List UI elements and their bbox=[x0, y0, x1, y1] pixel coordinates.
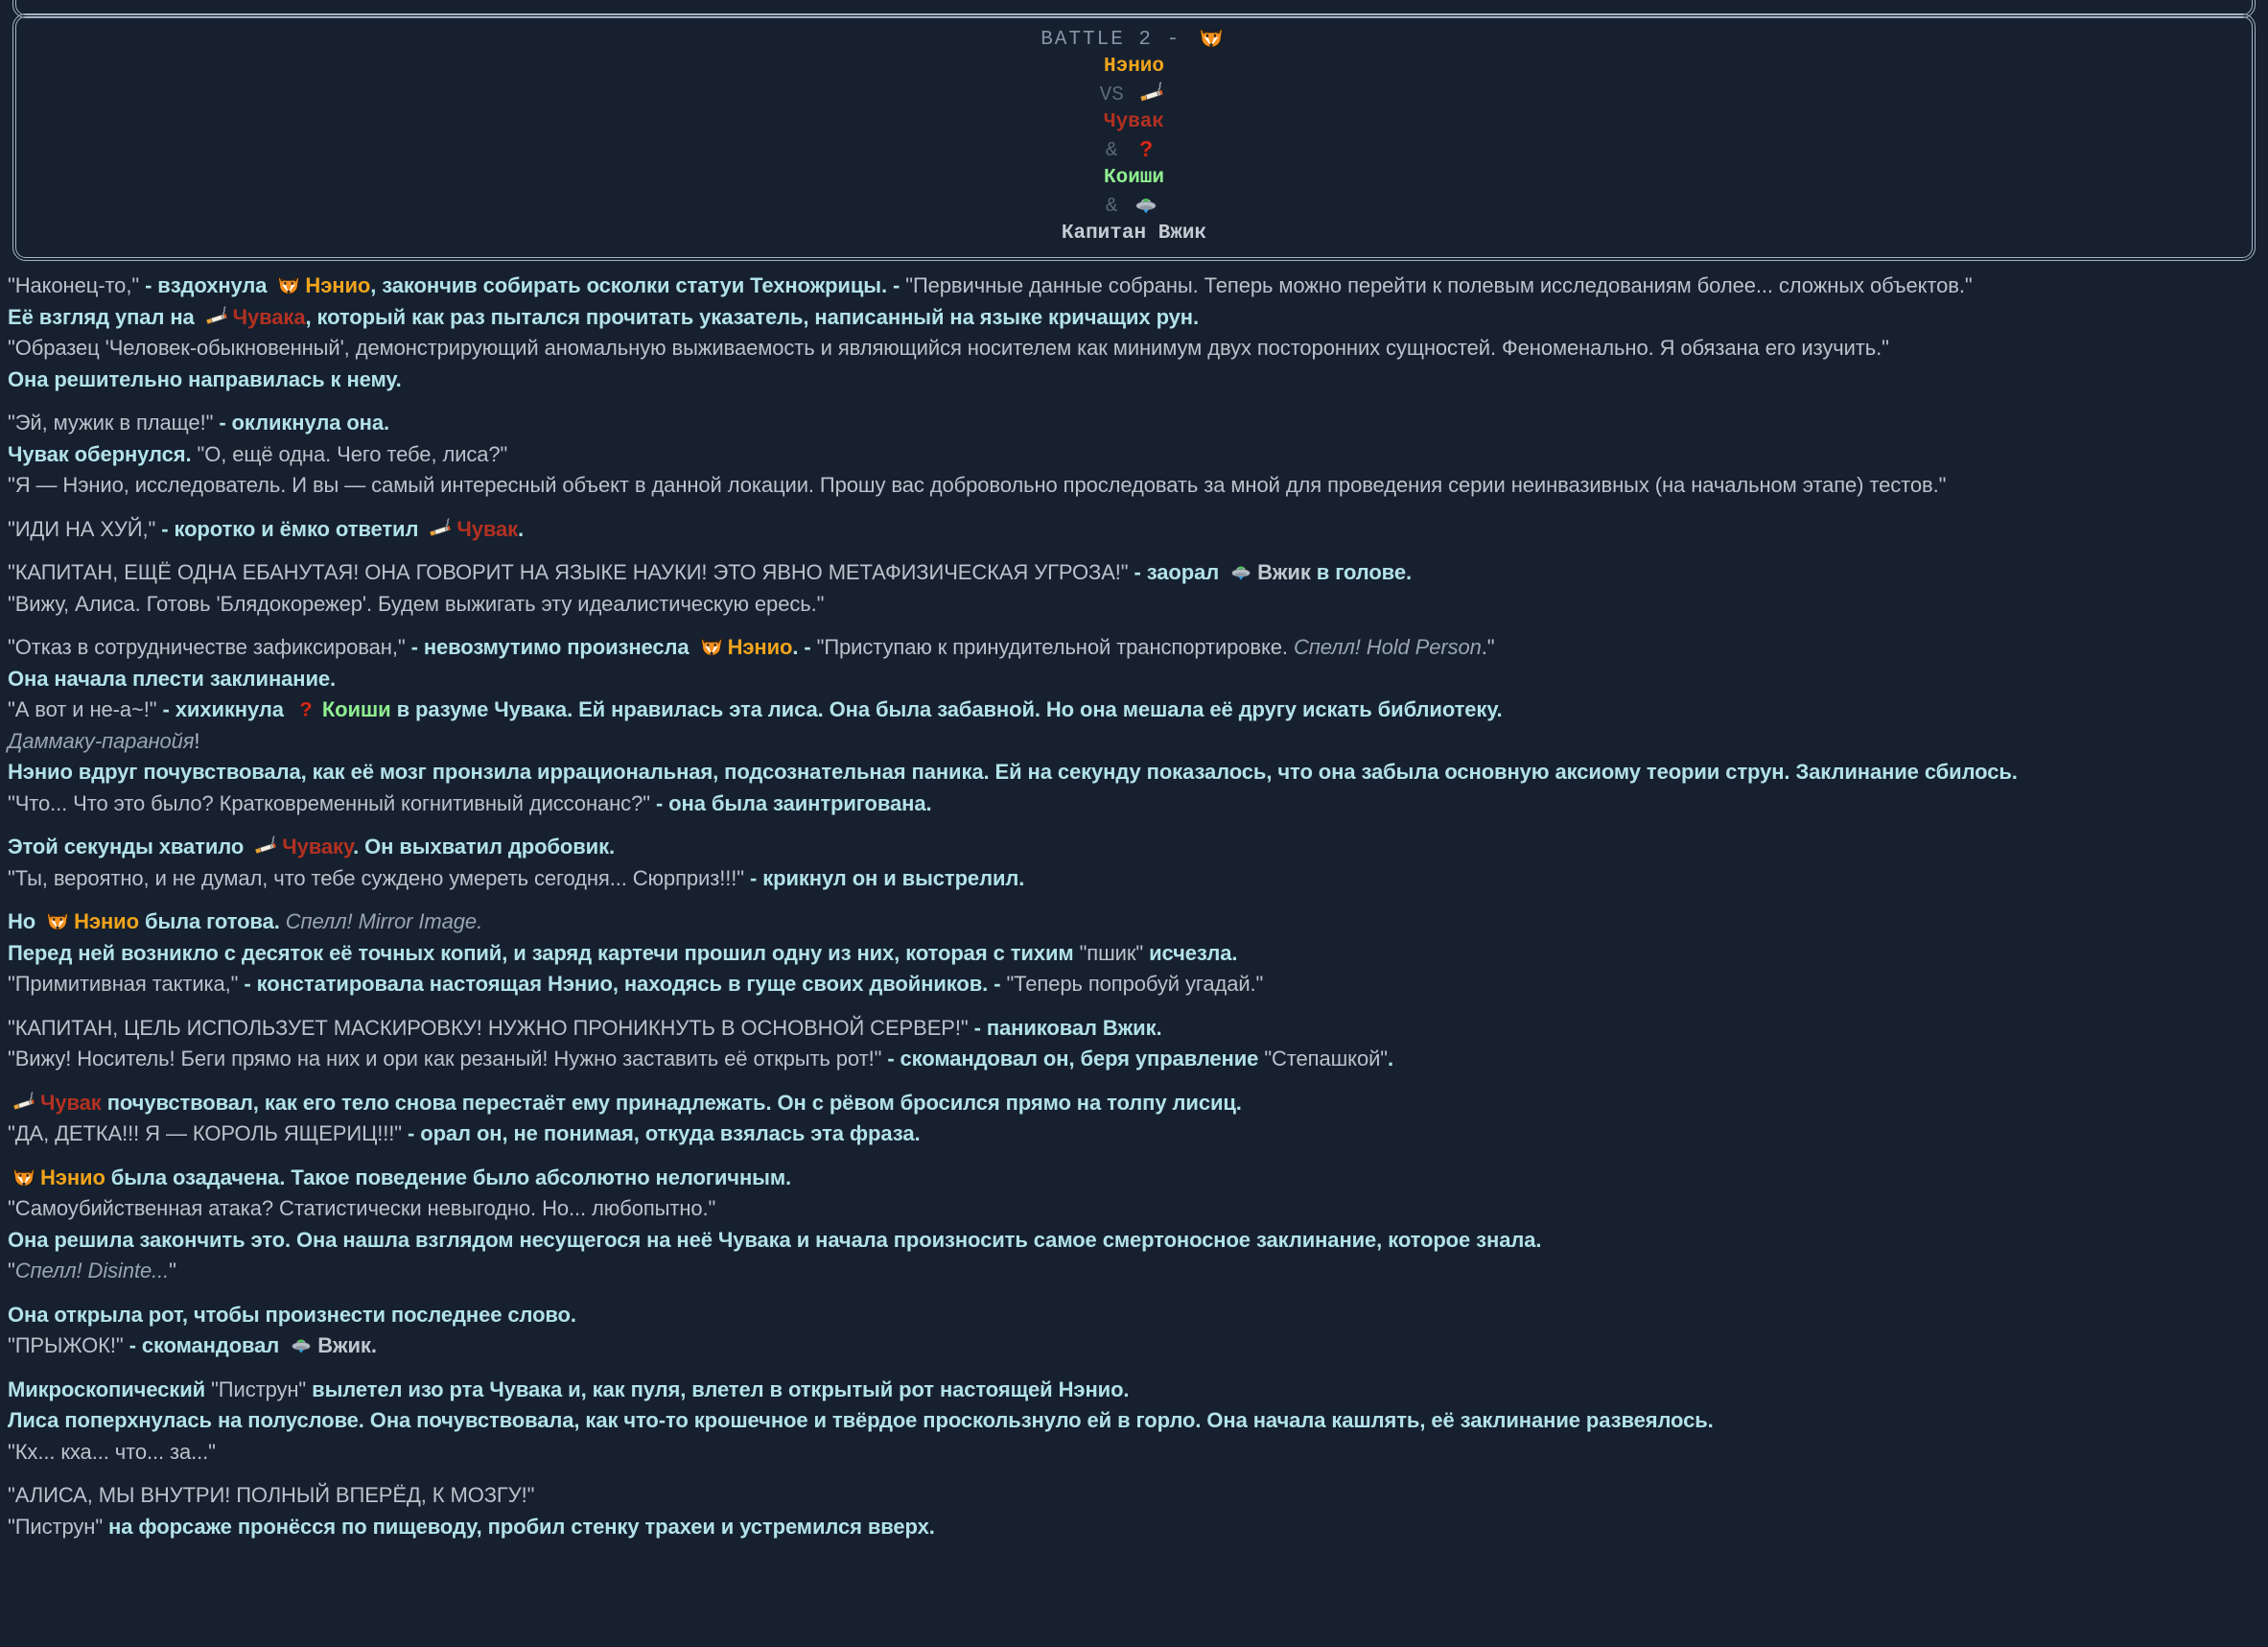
fox-icon bbox=[46, 909, 69, 932]
text-segment: "Самоубийственная атака? Статистически невыгодно. Но... любопытно." bbox=[8, 1196, 716, 1220]
text-segment: исчезла. bbox=[1143, 940, 1238, 965]
story-log bbox=[8, 271, 2258, 1542]
text-segment: Спелл! Mirror Image bbox=[285, 909, 478, 933]
text-line bbox=[8, 271, 2258, 302]
text-segment: . bbox=[1387, 1047, 1393, 1071]
story-paragraph bbox=[8, 408, 2258, 502]
story-paragraph bbox=[8, 557, 2258, 620]
text-line bbox=[8, 365, 2258, 396]
battle-title bbox=[16, 17, 2252, 257]
text-line bbox=[16, 192, 2252, 221]
text-segment: Её взгляд упал на bbox=[8, 304, 200, 329]
text-segment: Спелл! Disinte... bbox=[14, 1259, 170, 1282]
text-segment: "Что... Что это было? Кратковременный когнитивный диссонанс?" bbox=[8, 790, 656, 815]
character-mention-koishi: Коиши bbox=[321, 697, 391, 721]
text-line bbox=[8, 1330, 2258, 1362]
text-segment: , который как раз пытался прочитать указатель, написанный на языке кричащих рун. bbox=[305, 304, 1199, 329]
story-paragraph bbox=[8, 906, 2258, 1000]
text-segment: Даммаку-паранойя bbox=[8, 728, 195, 753]
text-segment: - констатировала настоящая Нэнио, находясь в гуще своих двойников. - bbox=[244, 972, 1007, 996]
text-line bbox=[8, 1300, 2258, 1331]
text-line bbox=[8, 1480, 2258, 1512]
battle-header-box bbox=[12, 13, 2256, 261]
character-mention-nenio: Нэнио bbox=[74, 909, 139, 933]
fox-icon bbox=[1199, 25, 1224, 50]
text-segment: "ДА, ДЕТКА!!! Я — КОРОЛЬ ЯЩЕРИЦ!!!" bbox=[8, 1121, 408, 1145]
cigarette-icon bbox=[12, 1091, 35, 1114]
text-segment: - коротко и ёмко ответил bbox=[161, 516, 425, 541]
character-mention-vzhik: Вжик. bbox=[317, 1333, 377, 1357]
text-segment: BATTLE 2 - bbox=[1040, 29, 1195, 51]
text-segment: Но bbox=[8, 909, 42, 933]
story-paragraph bbox=[8, 1300, 2258, 1362]
text-segment: - скомандовал bbox=[129, 1333, 286, 1357]
text-line bbox=[16, 54, 2252, 81]
ufo-icon bbox=[290, 1333, 313, 1356]
character-mention-vzhik: Вжик bbox=[1257, 560, 1311, 584]
text-line bbox=[16, 109, 2252, 136]
story-paragraph bbox=[8, 1088, 2258, 1150]
text-line bbox=[8, 333, 2258, 365]
character-mention-nenio: Нэнио bbox=[1103, 56, 1164, 78]
text-segment: "Наконец-то," bbox=[8, 273, 146, 297]
text-segment: Она решила закончить это. Она нашла взглядом несущегося на неё Чувака и начала произносить самое смертоносное заклинание, которое знала. bbox=[8, 1227, 1542, 1252]
text-line bbox=[16, 136, 2252, 165]
text-line bbox=[8, 757, 2258, 788]
text-line bbox=[8, 557, 2258, 589]
question-icon bbox=[294, 697, 317, 720]
story-paragraph bbox=[8, 1375, 2258, 1469]
text-segment: - заорал bbox=[1134, 560, 1226, 584]
text-line bbox=[8, 694, 2258, 726]
story-paragraph bbox=[8, 1480, 2258, 1542]
text-line bbox=[8, 969, 2258, 1000]
text-segment: Нэнио вдруг почувствовала, как её мозг пронзила иррациональная, подсознательная паника. Ей на секунду показалось, что она забыла основную аксиому теории струн. Заклинание сбилось. bbox=[8, 760, 2018, 784]
text-segment: . bbox=[477, 909, 483, 933]
cigarette-icon bbox=[1139, 81, 1164, 106]
text-segment: "Отказ в сотрудничестве зафиксирован," bbox=[8, 635, 411, 659]
story-paragraph bbox=[8, 1163, 2258, 1287]
text-segment: "Пиструн" bbox=[211, 1376, 307, 1401]
text-segment: . bbox=[518, 516, 525, 541]
text-segment: - она была заинтригована. bbox=[655, 790, 932, 815]
text-segment: Лиса поперхнулась на полуслове. Она почувствовала, как что-то крошечное и твёрдое проскользнуло ей в горло. Она начала кашлять, её заклинание развеялось. bbox=[8, 1408, 1714, 1432]
character-mention-chuvak: Чуваку bbox=[282, 835, 354, 859]
text-segment: "О, ещё одна. Чего тебе, лиса?" bbox=[197, 441, 508, 466]
text-segment: в голове. bbox=[1310, 560, 1412, 584]
ufo-icon bbox=[1229, 560, 1252, 583]
text-segment: - хихикнула bbox=[162, 697, 290, 721]
text-segment: "Степашкой" bbox=[1264, 1047, 1388, 1071]
text-segment: "ПРЫЖОК!" bbox=[8, 1333, 129, 1357]
text-line bbox=[16, 81, 2252, 109]
text-segment: & bbox=[1105, 140, 1131, 162]
text-segment: "Теперь попробуй угадай." bbox=[1006, 972, 1264, 996]
story-paragraph bbox=[8, 271, 2258, 395]
text-segment: Чувак обернулся. bbox=[8, 441, 198, 466]
character-mention-chuvak: Чувак bbox=[40, 1090, 102, 1115]
text-segment: Спелл! Hold Person bbox=[1293, 635, 1482, 659]
text-line bbox=[8, 664, 2258, 695]
text-segment: - скомандовал он, беря управление bbox=[887, 1047, 1265, 1071]
text-segment: - невозмутимо произнесла bbox=[410, 635, 695, 659]
text-line bbox=[8, 1512, 2258, 1543]
text-segment: - орал он, не понимая, откуда взялась эта фраза. bbox=[408, 1121, 921, 1145]
text-line bbox=[16, 221, 2252, 247]
text-segment: Этой секунды хватило bbox=[8, 835, 250, 859]
text-segment: была готова. bbox=[138, 909, 286, 933]
story-paragraph bbox=[8, 514, 2258, 546]
text-line bbox=[8, 302, 2258, 334]
text-segment: "Ты, вероятно, и не думал, что тебе суждено умереть сегодня... Сюрприз!!!" bbox=[8, 865, 750, 890]
text-segment: ." bbox=[1481, 635, 1495, 659]
text-segment: "КАПИТАН, ЦЕЛЬ ИСПОЛЬЗУЕТ МАСКИРОВКУ! НУЖНО ПРОНИКНУТЬ В ОСНОВНОЙ СЕРВЕР!" bbox=[8, 1015, 974, 1040]
story-paragraph bbox=[8, 832, 2258, 894]
text-segment: - паниковал Вжик. bbox=[973, 1015, 1162, 1040]
text-segment: " bbox=[169, 1259, 176, 1282]
cigarette-icon bbox=[205, 305, 228, 328]
text-segment: ! bbox=[194, 728, 200, 753]
cigarette-icon bbox=[254, 835, 277, 858]
text-segment: "Примитивная тактика," bbox=[8, 972, 245, 996]
text-segment: - вздохнула bbox=[145, 273, 273, 297]
text-segment: "Вижу! Носитель! Беги прямо на них и ори как резаный! Нужно заставить её открыть рот!" bbox=[8, 1047, 888, 1071]
text-line bbox=[8, 1256, 2258, 1287]
text-segment: "пшик" bbox=[1079, 940, 1144, 965]
text-segment: Она начала плести заклинание. bbox=[8, 666, 337, 691]
text-segment: "Я — Нэнио, исследователь. И вы — самый интересный объект в данной локации. Прошу вас добровольно проследовать за мной для проведения серии неинвазивных (на начальном этапе) тестов." bbox=[8, 473, 1947, 497]
text-segment: "ИДИ НА ХУЙ," bbox=[8, 516, 162, 541]
character-mention-nenio: Нэнио bbox=[727, 635, 793, 659]
text-segment: на форсаже пронёсся по пищеводу, пробил стенку трахеи и устремился вверх. bbox=[103, 1514, 935, 1539]
question-icon bbox=[1134, 136, 1158, 161]
text-segment: , закончив собирать осколки статуи Техножрицы. - bbox=[370, 273, 906, 297]
text-segment: Она открыла рот, чтобы произнести последнее слово. bbox=[8, 1302, 576, 1327]
text-segment: . - bbox=[792, 635, 817, 659]
text-segment: вылетел изо рта Чувака и, как пуля, влетел в открытый рот настоящей Нэнио. bbox=[306, 1376, 1130, 1401]
text-segment: "А вот и не-а~!" bbox=[8, 697, 163, 721]
fox-icon bbox=[700, 635, 723, 658]
text-line bbox=[8, 1405, 2258, 1437]
character-mention-nenio: Нэнио bbox=[40, 1165, 105, 1189]
text-line bbox=[8, 1437, 2258, 1469]
text-segment: Микроскопический bbox=[8, 1376, 212, 1401]
text-line bbox=[8, 589, 2258, 621]
text-segment: "Кх... кха... что... за..." bbox=[8, 1439, 216, 1464]
character-mention-chuvak: Чувак bbox=[1103, 111, 1164, 133]
text-line bbox=[8, 408, 2258, 439]
fox-icon bbox=[277, 273, 300, 296]
fox-icon bbox=[12, 1165, 35, 1188]
text-line bbox=[16, 165, 2252, 192]
character-mention-chuvak: Чувака bbox=[232, 304, 306, 329]
text-segment: "Эй, мужик в плаще!" bbox=[8, 411, 220, 435]
text-line bbox=[8, 632, 2258, 664]
text-line bbox=[8, 906, 2258, 938]
text-segment: VS bbox=[1099, 84, 1136, 106]
text-line bbox=[8, 1193, 2258, 1225]
text-line bbox=[8, 1044, 2258, 1075]
ufo-icon bbox=[1134, 192, 1158, 217]
text-line bbox=[8, 1163, 2258, 1194]
text-line bbox=[8, 1118, 2258, 1150]
text-segment: "Первичные данные собраны. Теперь можно перейти к полевым исследованиям более... сложных объектов." bbox=[905, 273, 1973, 297]
text-line bbox=[8, 1375, 2258, 1406]
text-line bbox=[8, 788, 2258, 820]
text-line bbox=[8, 1013, 2258, 1045]
text-segment: "АЛИСА, МЫ ВНУТРИ! ПОЛНЫЙ ВПЕРЁД, К МОЗГУ!" bbox=[8, 1483, 535, 1507]
text-line bbox=[8, 1225, 2258, 1257]
character-mention-koishi: Коиши bbox=[1103, 167, 1164, 189]
text-line bbox=[8, 514, 2258, 546]
story-paragraph bbox=[8, 632, 2258, 819]
text-segment: "КАПИТАН, ЕЩЁ ОДНА ЕБАНУТАЯ! ОНА ГОВОРИТ НА ЯЗЫКЕ НАУКИ! ЭТО ЯВНО МЕТАФИЗИЧЕСКАЯ УГРОЗА!" bbox=[8, 560, 1134, 584]
text-segment: - крикнул он и выстрелил. bbox=[749, 865, 1025, 890]
text-segment: - окликнула она. bbox=[219, 411, 390, 435]
text-segment: "Вижу, Алиса. Готовь 'Блядокорежер'. Будем выжигать эту идеалистическую ересь." bbox=[8, 591, 825, 616]
previous-message-box-edge bbox=[12, 0, 2256, 18]
text-line bbox=[8, 938, 2258, 970]
text-segment: Перед ней возникло с десяток её точных копий, и заряд картечи прошил одну из них, которая с тихим bbox=[8, 940, 1080, 965]
text-segment: Капитан Вжик bbox=[1061, 223, 1207, 245]
text-line bbox=[8, 863, 2258, 895]
text-segment: "Образец 'Человек-обыкновенный', демонстрирующий аномальную выживаемость и являющийся носителем как минимум двух посторонних сущностей. Феноменально. Я обязана его изучить." bbox=[8, 336, 1889, 360]
story-paragraph bbox=[8, 1013, 2258, 1075]
character-mention-chuvak: Чувак bbox=[456, 516, 519, 541]
text-line bbox=[8, 726, 2258, 758]
text-segment: "Пиструн" bbox=[8, 1514, 104, 1539]
text-line bbox=[8, 439, 2258, 471]
text-line bbox=[8, 1088, 2258, 1119]
text-segment: почувствовал, как его тело снова перестаёт ему принадлежать. Он с рёвом бросился прямо на толпу лисиц. bbox=[101, 1090, 1242, 1115]
text-segment: "Приступаю к принудительной транспортировке. bbox=[816, 635, 1294, 659]
text-segment: была озадачена. Такое поведение было абсолютно нелогичным. bbox=[105, 1165, 792, 1189]
text-segment: Она решительно направилась к нему. bbox=[8, 366, 402, 391]
cigarette-icon bbox=[429, 517, 452, 540]
text-segment: " bbox=[8, 1259, 15, 1282]
text-segment: в разуме Чувака. Ей нравилась эта лиса. Она была забавной. Но она мешала её другу искать библиотеку. bbox=[390, 697, 1503, 721]
text-segment: . Он выхватил дробовик. bbox=[353, 835, 616, 859]
text-segment: & bbox=[1105, 196, 1131, 218]
text-line bbox=[16, 25, 2252, 54]
text-line bbox=[8, 470, 2258, 502]
character-mention-nenio: Нэнио bbox=[305, 273, 371, 297]
text-line bbox=[8, 832, 2258, 863]
